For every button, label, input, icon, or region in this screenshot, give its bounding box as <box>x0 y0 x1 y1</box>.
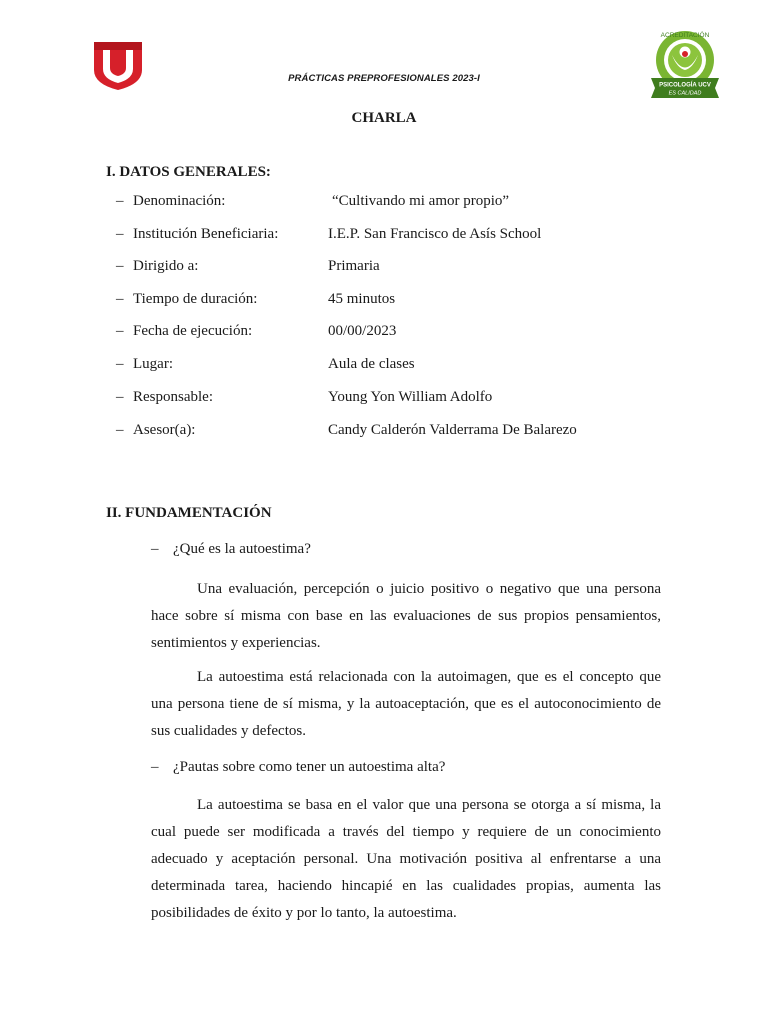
seal-banner-line1: PSICOLOGÍA UCV <box>659 82 711 89</box>
section-heading-fundamentacion: II. FUNDAMENTACIÓN <box>106 505 272 521</box>
field-label: Asesor(a): <box>133 422 196 438</box>
field-institucion <box>116 226 676 246</box>
dash-bullet: – <box>151 759 159 775</box>
paragraph-1: Una evaluación, percepción o juicio positivo o negativo que una persona hace sobre sí misma con base en las evaluaciones de sus propios pensamientos, sentimientos y experiencias. <box>151 581 661 651</box>
field-value: Candy Calderón Valderrama De Balarezo <box>328 422 577 438</box>
dash-bullet: – <box>151 541 159 557</box>
question-text: ¿Qué es la autoestima? <box>173 541 311 557</box>
field-lugar <box>116 356 676 376</box>
field-label: Institución Beneficiaria: <box>133 226 279 242</box>
field-asesor <box>116 422 676 442</box>
seal-top-text: ACREDITACIÓN <box>660 32 710 39</box>
dash-bullet: – <box>116 258 124 274</box>
section-heading-datos-generales: I. DATOS GENERALES: <box>106 164 271 180</box>
field-label: Denominación: <box>133 193 226 209</box>
field-label: Responsable: <box>133 389 213 405</box>
field-value: Young Yon William Adolfo <box>328 389 493 405</box>
seal-banner-line2: ES CALIDAD <box>668 90 702 97</box>
header-text: PRÁCTICAS PREPROFESIONALES 2023-I <box>288 73 480 84</box>
field-value: Primaria <box>328 258 380 274</box>
dash-bullet: – <box>116 226 124 242</box>
field-value: 00/00/2023 <box>328 323 397 339</box>
field-value: “Cultivando mi amor propio” <box>332 193 510 209</box>
field-value: 45 minutos <box>328 291 396 307</box>
dash-bullet: – <box>116 389 124 405</box>
field-denominacion <box>116 193 676 213</box>
field-fecha <box>116 323 676 343</box>
ucv-shield-icon <box>92 40 144 92</box>
field-responsable <box>116 389 676 409</box>
paragraph-3: La autoestima se basa en el valor que una persona se otorga a sí misma, la cual puede ser modificada a través del tiempo y requiere de un conocimiento adecuado y aceptación personal. Una motivación positiva al enfrentarse a una determinada tarea, haciendo hincapié en las cualidades propias, aumenta las posibilidades de éxito y por lo tanto, la autoestima. <box>151 797 661 921</box>
field-label: Dirigido a: <box>133 258 199 274</box>
field-label: Tiempo de duración: <box>133 291 258 307</box>
dash-bullet: – <box>116 323 124 339</box>
accreditation-seal-icon <box>641 28 729 106</box>
question-text: ¿Pautas sobre como tener un autoestima alta? <box>173 759 446 775</box>
field-label: Lugar: <box>133 356 173 372</box>
field-dirigido <box>116 258 676 278</box>
field-value: Aula de clases <box>328 356 415 372</box>
dash-bullet: – <box>116 422 124 438</box>
field-label: Fecha de ejecución: <box>133 323 253 339</box>
dash-bullet: – <box>116 193 124 209</box>
field-tiempo <box>116 291 676 311</box>
dash-bullet: – <box>116 356 124 372</box>
paragraph-2: La autoestima está relacionada con la autoimagen, que es el concepto que una persona tiene de sí misma, y la autoaceptación, que es el autoconocimiento de sus cualidades y defectos. <box>151 669 661 739</box>
field-value: I.E.P. San Francisco de Asís School <box>328 226 542 242</box>
dash-bullet: – <box>116 291 124 307</box>
document-title: CHARLA <box>351 110 417 126</box>
